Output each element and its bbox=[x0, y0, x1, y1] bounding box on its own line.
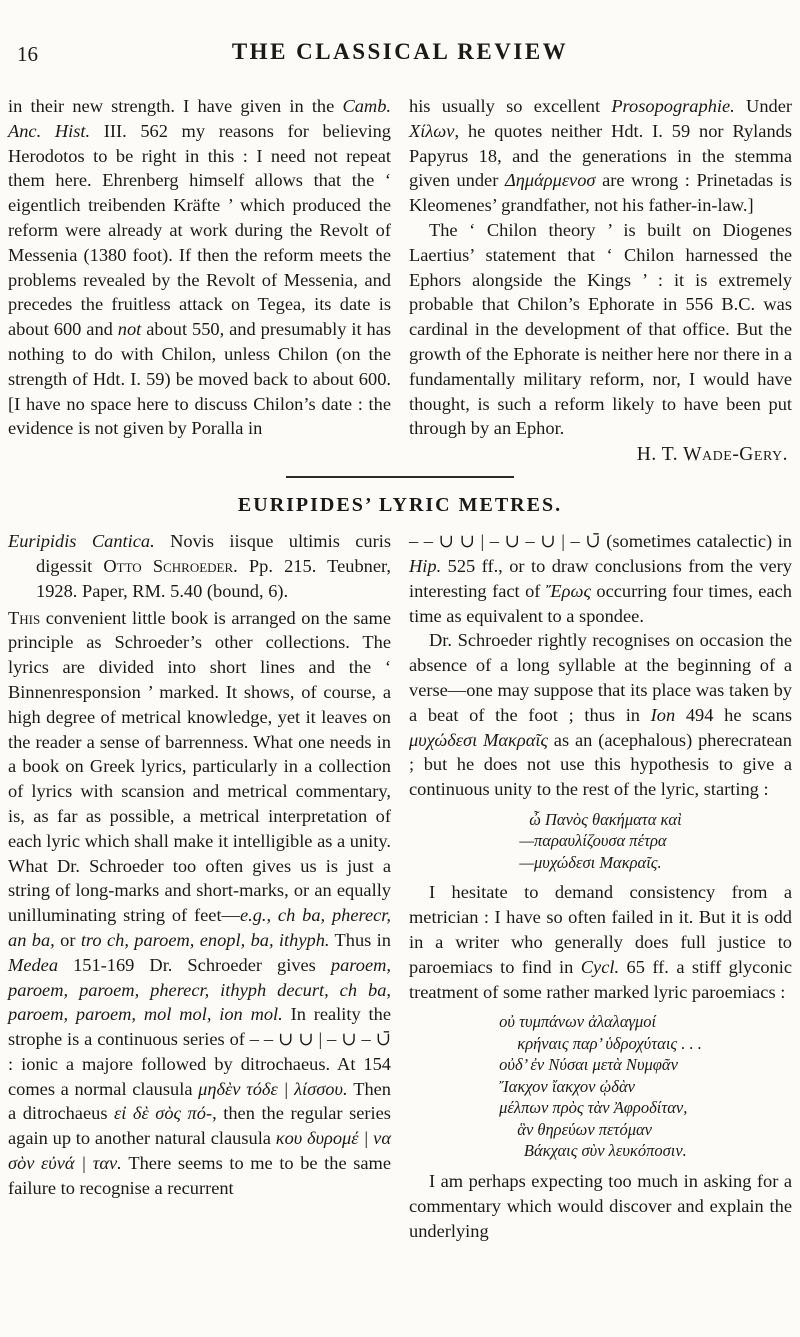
text-segment: , he quotes neither Hdt. I. 59 nor Rylands Papyrus 18, and the generations in the stemma given under bbox=[409, 120, 792, 191]
paragraph bbox=[409, 529, 792, 628]
text-segment: T bbox=[8, 607, 20, 628]
article-1-right-column bbox=[409, 94, 792, 466]
text-segment: Cycl. bbox=[580, 956, 620, 977]
text-segment: – – ∪ ∪ | – ∪ – ∪ | – ∪̄ (sometimes catalectic) in bbox=[409, 531, 792, 552]
text-segment: 525 ff., or to draw conclusions from the very interesting fact of bbox=[409, 555, 792, 601]
text-segment: about 550, and presumably it has nothing to do with Chilon, unless Chilon (on the strength of Hdt. I. 59) be moved back to about 600. [I have no space here to discuss Chilon’s date : the evidence is not given by Poralla in bbox=[8, 319, 391, 439]
text-segment: The ‘ Chilon theory ’ is built on Diogenes Laertius’ statement that ‘ Chilon harnessed the Ephors alongside the Kings ’ : it is extremely probable that Chilon’s Ephorate in 556 B.C. was cardinal in the development of that office. But the growth of the Ephorate is neither here nor there in a fundamentally military reform, nor, I would have thought, is such a reform likely to have been put through by an Ephor. bbox=[409, 219, 792, 439]
greek-text-segment: εἰ δὲ σὸς πό- bbox=[114, 1103, 213, 1124]
section-divider-rule bbox=[286, 476, 514, 478]
greek-verse-block-2 bbox=[409, 1011, 792, 1162]
article-1-columns bbox=[8, 94, 792, 466]
text-segment: In reality the strophe is a continuous series of – – ∪ ∪ | – ∪ – ∪̄ : ionic a majore followed by ditrochaeus. At 154 comes a normal clausula bbox=[8, 1004, 391, 1099]
paragraph bbox=[8, 606, 391, 1201]
article-2 bbox=[8, 529, 792, 1243]
verse-line: ἃν θηρεύων πετόμαν bbox=[517, 1119, 652, 1139]
paragraph bbox=[409, 880, 792, 1004]
text-segment: e.g., ch ba, pherecr, an ba, bbox=[8, 905, 392, 950]
text-segment: Medea bbox=[8, 954, 59, 975]
bibliographic-entry bbox=[8, 529, 391, 603]
greek-verse-block-1 bbox=[409, 809, 792, 874]
verse-line: Βάκχαις σὺν λευκόποσιν. bbox=[523, 1141, 687, 1161]
text-segment: Pp. 215. Teubner, 1928. Paper, RM. 5.40 (bound, 6). bbox=[36, 555, 391, 601]
text-segment: in their new strength. I have given in the bbox=[8, 96, 343, 116]
text-segment: Then a ditrochaeus bbox=[8, 1078, 391, 1124]
text-segment: his usually so excellent bbox=[409, 96, 612, 116]
paragraph bbox=[409, 218, 792, 441]
text-segment: , then the regular series again up to another natural clausula bbox=[8, 1103, 391, 1149]
text-segment: 65 ff. a stiff glyconic treatment of some rather marked lyric paroemiacs : bbox=[409, 956, 792, 1002]
text-segment: Euripidis Cantica. bbox=[8, 531, 155, 552]
journal-title: THE CLASSICAL REVIEW bbox=[231, 39, 569, 64]
text-segment: Thus in bbox=[329, 929, 391, 950]
text-segment: I am perhaps expecting too much in asking for a commentary which would discover and explain the underlying bbox=[409, 1170, 792, 1241]
text-segment: I hesitate to demand consistency from a metrician : I have so often failed in it. But it is odd in a writer who generally does full justice to paroemiacs to find in bbox=[409, 882, 792, 977]
verse-line: οὐδ’ ἐν Νύσαι μετὰ Νυμφᾶν bbox=[499, 1055, 678, 1075]
text-segment: Novis iisque ultimis curis digessit bbox=[36, 531, 391, 576]
page-number: 16 bbox=[17, 42, 38, 66]
article-2-columns bbox=[8, 529, 792, 1243]
greek-text-segment: Ἔρως bbox=[545, 580, 591, 601]
text-segment: Prosopographie. bbox=[611, 96, 735, 116]
verse-line: —μυχώδεσι Μακραῖς. bbox=[519, 852, 662, 872]
greek-text-segment: Χίλων bbox=[409, 120, 455, 141]
text-segment: 151-169 Dr. Schroeder gives bbox=[58, 954, 331, 975]
text-segment: Dr. Schroeder rightly recognises on occasion the absence of a long syllable at the beginning of a verse—one may suppose that its place was taken by a beat of the foot ; thus in bbox=[409, 630, 792, 725]
article-2-left-column bbox=[8, 529, 391, 1243]
greek-text-segment: μηδὲν τόδε | λίσσου. bbox=[198, 1078, 348, 1099]
verse-lines bbox=[519, 809, 681, 874]
paragraph bbox=[409, 1169, 792, 1243]
text-segment: his bbox=[19, 607, 41, 628]
verse-lines bbox=[499, 1011, 702, 1162]
paragraph bbox=[409, 628, 792, 802]
verse-line: ὦ Πανὸς θακήματα καὶ bbox=[529, 809, 682, 829]
greek-text-segment: Δημάρμενοσ bbox=[504, 170, 596, 191]
text-segment: convenient little book is arranged on the same principle as Schroeder’s other collections. The lyrics are divided into short lines and the ‘ Binnenresponsion ’ marked. It shows, of course, a high degree of metrical knowledge, yet it leaves on the reader a sense of barrenness. What one needs in a book on Greek lyrics, particularly in a collection of lyrics with scansion and metrical commentary, is, as far as possible, a metrical interpretation of each lyric which shall make it intelligible as a unity. What Dr. Schroeder too often gives us is just a string of long-marks and short-marks, or an equally unilluminating string of feet— bbox=[8, 607, 391, 926]
article-1-left-column bbox=[8, 94, 391, 466]
verse-line: Ἴακχον ἴακχον ᾠδὰν bbox=[499, 1076, 635, 1096]
verse-line: οὐ τυμπάνων ἀλαλαγμοί bbox=[499, 1012, 657, 1032]
article-2-title: EURIPIDES’ LYRIC METRES. bbox=[237, 494, 563, 517]
author-signature: H. T. Wade-Gery. bbox=[636, 444, 788, 466]
text-segment: or bbox=[54, 929, 81, 950]
verse-line: —παραυλίζουσα πέτρα bbox=[519, 831, 667, 851]
text-segment: Camb. Anc. Hist. bbox=[8, 96, 391, 141]
text-segment: paroem, paroem, paroem, pherecr, ithyph decurt, ch ba, paroem, paroem, mol mol, ion mol. bbox=[8, 954, 391, 1025]
text-segment: Hip. bbox=[409, 555, 442, 576]
text-segment: 494 he scans bbox=[675, 704, 792, 725]
article-2-right-column bbox=[409, 529, 792, 1243]
paragraph bbox=[8, 94, 391, 441]
text-segment: There seems to me to be the same failure to recognise a recurrent bbox=[8, 1153, 392, 1198]
verse-line: μέλπων πρὸς τὰν Ἀφροδίταν, bbox=[499, 1098, 688, 1118]
verse-line: κρήναις παρ’ ὑδροχύταις . . . bbox=[517, 1033, 702, 1053]
text-segment: III. 562 my reasons for believing Herodotos to be right in this : I need not repeat them here. Ehrenberg himself allows that the ‘ eigentlich treibenden Kräfte ’ which produced the reform were already at work during the Revolt of Messenia (1380 foot). If then the reform meets the problems revealed by the Revolt of Messenia, and precedes the fruitless attack on Tegea, its date is about 600 and bbox=[8, 120, 391, 340]
greek-text-segment: μυχώδεσι Μακραῖς bbox=[409, 729, 548, 750]
greek-text-segment: κου δυρομέ | να σὸν εὐνά | ταν. bbox=[8, 1128, 391, 1174]
text-segment: Under bbox=[734, 96, 792, 116]
text-segment: not bbox=[117, 319, 142, 340]
article-1 bbox=[8, 94, 792, 466]
text-segment: Otto Schroeder. bbox=[103, 555, 238, 576]
text-segment: are wrong : Prinetadas is Kleomenes’ grandfather, not his father-in-law.] bbox=[409, 170, 792, 216]
paragraph bbox=[409, 94, 792, 218]
text-segment: as an (acephalous) pherecratean ; but he does not use this hypothesis to give a continuous unity to the rest of the lyric, starting : bbox=[409, 729, 792, 800]
page-content bbox=[8, 94, 792, 1243]
text-segment: tro ch, paroem, enopl, ba, ithyph. bbox=[80, 929, 330, 950]
text-segment: occurring four times, each time as equivalent to a spondee. bbox=[409, 580, 792, 626]
text-segment: Ion bbox=[650, 704, 676, 725]
